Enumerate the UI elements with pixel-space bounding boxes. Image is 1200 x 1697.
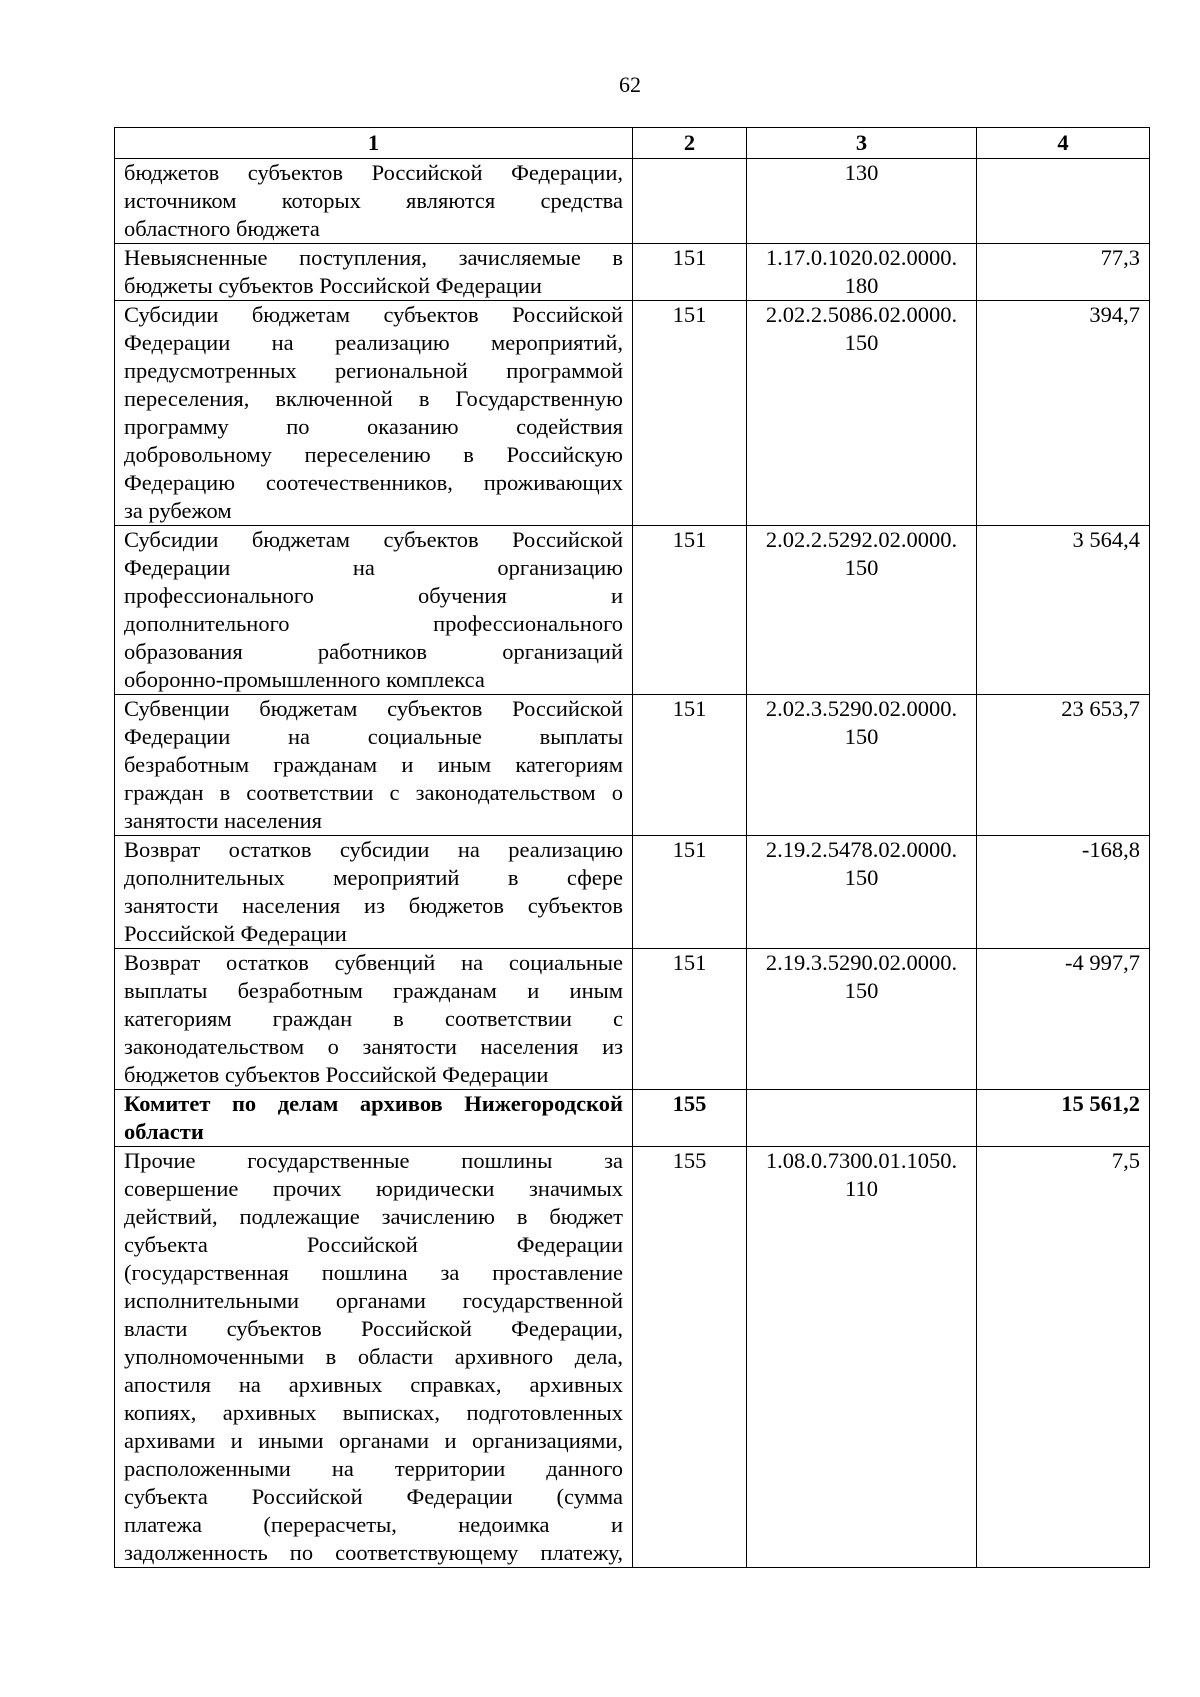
row-admin-code-cell: 151	[633, 301, 747, 526]
row-budget-code-cell	[747, 949, 977, 1090]
row-name-cell	[115, 526, 633, 695]
row-name-line: дополнительных мероприятий в сфере	[124, 865, 623, 890]
row-amount-cell	[977, 159, 1150, 244]
row-name-line: занятости населения	[124, 808, 323, 833]
row-amount-cell: 3 564,4	[977, 526, 1150, 695]
row-name-line: бюджеты субъектов Российской Федерации	[124, 273, 542, 298]
row-amount-cell: -4 997,7	[977, 949, 1150, 1090]
row-budget-code-line: 2.19.2.5478.02.0000.	[765, 837, 958, 862]
row-amount-cell: -168,8	[977, 836, 1150, 949]
table-row	[115, 526, 1150, 695]
table-header-row	[115, 128, 1150, 159]
row-amount-cell: 15 561,2	[977, 1090, 1150, 1147]
row-admin-code-cell: 155	[633, 1147, 747, 1568]
row-name-line: безработным гражданам и иным категориям	[124, 752, 623, 777]
table-row	[115, 1147, 1150, 1568]
row-name-line: Субсидии бюджетам субъектов Российской	[124, 302, 623, 327]
row-budget-code-cell	[747, 836, 977, 949]
row-name-line: Федерации на организацию	[124, 555, 623, 580]
row-admin-code-cell: 151	[633, 695, 747, 836]
row-budget-code-cell	[747, 301, 977, 526]
row-budget-code-cell	[747, 244, 977, 301]
row-name-line: профессионального обучения и	[124, 583, 623, 608]
row-name-line: Субсидии бюджетам субъектов Российской	[124, 527, 623, 552]
row-budget-code-cell	[747, 526, 977, 695]
row-amount-cell: 394,7	[977, 301, 1150, 526]
row-name-line: действий, подлежащие зачислению в бюджет	[124, 1204, 623, 1229]
row-name-line: расположенными на территории данного	[124, 1456, 623, 1481]
row-name-cell	[115, 1090, 633, 1147]
row-name-line: Федерацию соотечественников, проживающих	[124, 470, 623, 495]
row-name-line: задолженность по соответствующему платежу,	[124, 1540, 623, 1565]
row-name-line: образования работников организаций	[124, 639, 623, 664]
row-name-line: добровольному переселению в Российскую	[124, 442, 623, 467]
row-name-line: области	[124, 1119, 204, 1144]
row-name-cell	[115, 949, 633, 1090]
row-name-line: апостиля на архивных справках, архивных	[124, 1372, 623, 1397]
row-name-line: Комитет по делам архивов Нижегородской	[124, 1091, 623, 1116]
table-row	[115, 949, 1150, 1090]
row-budget-code-line: 110	[845, 1176, 878, 1201]
table-row	[115, 1090, 1150, 1147]
row-budget-code-cell	[747, 159, 977, 244]
row-name-line: переселения, включенной в Государственную	[124, 386, 623, 411]
row-name-line: Невыясненные поступления, зачисляемые в	[124, 245, 623, 270]
row-name-line: платежа (перерасчеты, недоимка и	[124, 1512, 623, 1537]
row-name-line: копиях, архивных выписках, подготовленных	[124, 1400, 623, 1425]
row-amount-cell: 7,5	[977, 1147, 1150, 1568]
row-name-line: предусмотренных региональной программой	[124, 358, 623, 383]
row-budget-code-line: 150	[844, 978, 879, 1003]
row-budget-code-cell	[747, 695, 977, 836]
table-row	[115, 301, 1150, 526]
row-budget-code-line: 150	[844, 865, 879, 890]
row-budget-code-line: 130	[844, 160, 879, 185]
row-name-line: оборонно-промышленного комплекса	[124, 667, 485, 692]
row-admin-code-cell: 151	[633, 526, 747, 695]
row-admin-code-cell: 151	[633, 949, 747, 1090]
row-name-line: за рубежом	[124, 498, 232, 523]
row-name-line: бюджетов субъектов Российской Федерации	[124, 1062, 549, 1087]
revenue-table	[114, 127, 1150, 1568]
row-name-line: Возврат остатков субсидии на реализацию	[124, 837, 623, 862]
row-name-line: Федерации на реализацию мероприятий,	[124, 330, 623, 355]
header-col-4: 4	[977, 128, 1150, 159]
row-budget-code-line: 2.02.3.5290.02.0000.	[765, 696, 958, 721]
row-name-line: уполномоченными в области архивного дела,	[124, 1344, 623, 1369]
row-name-line: (государственная пошлина за проставление	[124, 1260, 623, 1285]
row-budget-code-line: 1.08.0.7300.01.1050.	[765, 1148, 958, 1173]
row-amount-cell: 23 653,7	[977, 695, 1150, 836]
table-body	[115, 159, 1150, 1568]
page-number: 62	[619, 72, 641, 97]
row-budget-code-line: 2.19.3.5290.02.0000.	[765, 950, 958, 975]
row-name-line: бюджетов субъектов Российской Федерации,	[124, 160, 623, 185]
row-budget-code-line: 150	[844, 724, 879, 749]
row-budget-code-cell	[747, 1090, 977, 1147]
row-name-line: исполнительными органами государственной	[124, 1288, 623, 1313]
row-name-line: Федерации на социальные выплаты	[124, 724, 623, 749]
header-col-2: 2	[633, 128, 747, 159]
table-row	[115, 244, 1150, 301]
row-budget-code-line: 180	[844, 273, 879, 298]
row-name-line: Возврат остатков субвенций на социальные	[124, 950, 623, 975]
row-name-cell	[115, 1147, 633, 1568]
table-row	[115, 695, 1150, 836]
row-budget-code-line: 2.02.2.5292.02.0000.	[765, 527, 958, 552]
row-budget-code-line: 150	[844, 555, 879, 580]
row-admin-code-cell: 151	[633, 836, 747, 949]
row-name-line: выплаты безработным гражданам и иным	[124, 978, 623, 1003]
row-name-line: совершение прочих юридически значимых	[124, 1176, 623, 1201]
row-name-cell	[115, 695, 633, 836]
header-col-3: 3	[747, 128, 977, 159]
row-admin-code-cell: 155	[633, 1090, 747, 1147]
row-name-line: субъекта Российской Федерации (сумма	[124, 1484, 623, 1509]
row-name-cell	[115, 836, 633, 949]
row-name-line: областного бюджета	[124, 216, 320, 241]
row-name-line: дополнительного профессионального	[124, 611, 623, 636]
row-name-line: категориям граждан в соответствии с	[124, 1006, 623, 1031]
header-col-1: 1	[115, 128, 633, 159]
row-name-line: власти субъектов Российской Федерации,	[124, 1316, 623, 1341]
row-budget-code-line: 2.02.2.5086.02.0000.	[765, 302, 958, 327]
table-row	[115, 159, 1150, 244]
row-budget-code-line: 150	[844, 330, 879, 355]
row-name-line: Российской Федерации	[124, 921, 347, 946]
row-name-cell	[115, 301, 633, 526]
row-name-line: Прочие государственные пошлины за	[124, 1148, 623, 1173]
row-name-line: граждан в соответствии с законодательством о	[124, 780, 623, 805]
row-name-line: Субвенции бюджетам субъектов Российской	[124, 696, 623, 721]
row-budget-code-line: 1.17.0.1020.02.0000.	[765, 245, 958, 270]
row-name-line: занятости населения из бюджетов субъектов	[124, 893, 623, 918]
row-budget-code-cell	[747, 1147, 977, 1568]
row-name-line: законодательством о занятости населения из	[124, 1034, 623, 1059]
row-name-line: источником которых являются средства	[124, 188, 623, 213]
row-name-cell	[115, 244, 633, 301]
row-name-cell	[115, 159, 633, 244]
row-name-line: архивами и иными органами и организациями,	[124, 1428, 623, 1453]
row-name-line: программу по оказанию содействия	[124, 414, 623, 439]
row-admin-code-cell	[633, 159, 747, 244]
row-name-line: субъекта Российской Федерации	[124, 1232, 623, 1257]
row-amount-cell: 77,3	[977, 244, 1150, 301]
row-admin-code-cell: 151	[633, 244, 747, 301]
table-row	[115, 836, 1150, 949]
